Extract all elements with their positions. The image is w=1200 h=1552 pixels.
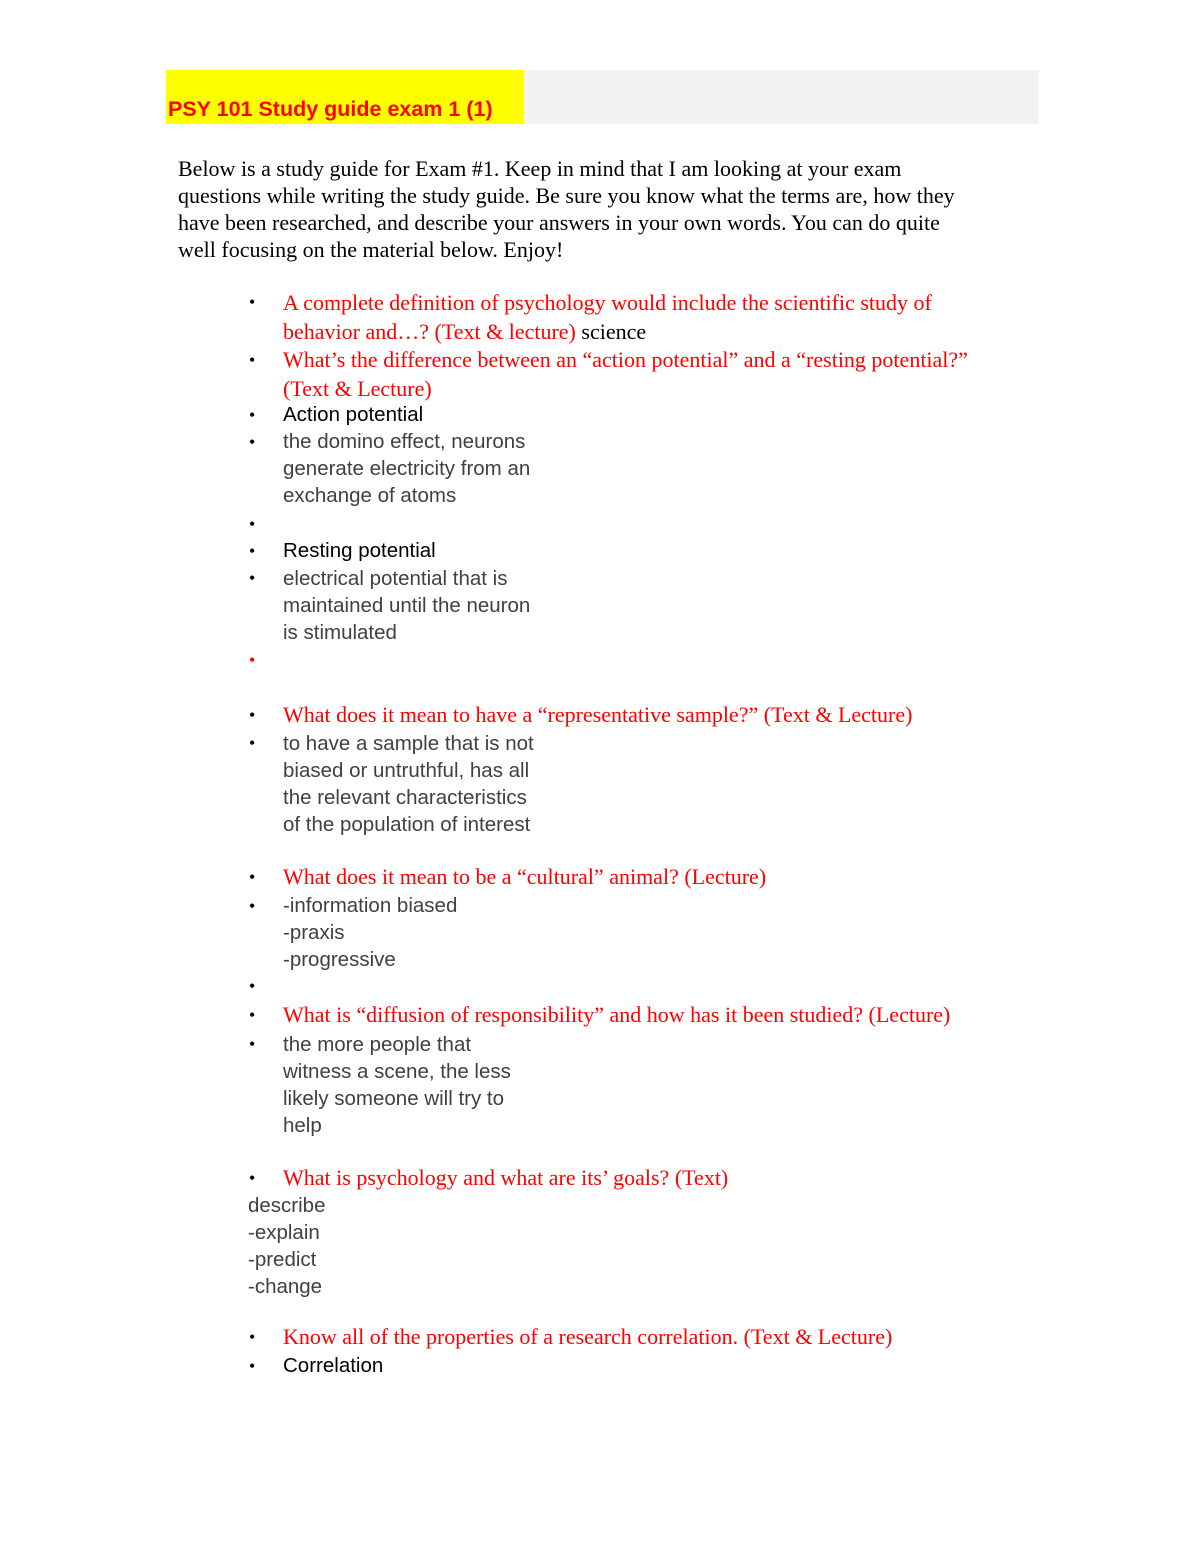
bullet: •	[249, 350, 256, 370]
bullet: •	[249, 568, 256, 588]
question-2-line-1: What’s the difference between an “action potential” and a “resting potential?”	[283, 347, 968, 372]
question-1-answer: science	[575, 319, 647, 344]
action-potential-note: the domino effect, neurons generate electricity from an exchange of atoms	[283, 430, 531, 507]
bullet: •	[249, 292, 256, 312]
question-4: What does it mean to be a “cultural” animal? (Lecture)	[283, 864, 767, 889]
question-1-line-1: A complete definition of psychology would include the scientific study of	[283, 290, 932, 315]
action-potential-term: Action potential	[283, 403, 424, 426]
question-2-line-2: (Text & Lecture)	[283, 376, 432, 401]
question-3-note: to have a sample that is not biased or untruthful, has all the relevant characteristics of the population of interest	[283, 732, 534, 836]
question-5-note: the more people that witness a scene, the less likely someone will try to help	[283, 1033, 511, 1137]
bullet: •	[249, 432, 256, 452]
bullet: •	[249, 1005, 256, 1025]
bullet: •	[249, 733, 256, 753]
question-1-line-2	[283, 318, 646, 346]
bullet: •	[249, 405, 256, 425]
question-6-note: describe -explain -predict -change	[248, 1194, 326, 1298]
bullet: •	[249, 867, 256, 887]
resting-potential-term: Resting potential	[283, 539, 436, 562]
bullet: •	[249, 650, 256, 670]
bullet: •	[249, 514, 256, 534]
intro-paragraph: Below is a study guide for Exam #1. Keep in mind that I am looking at your exam questions while writing the study guide. Be sure you know what the terms are, how they have been researched, and describe your answers in your own words. You can do quite well focusing on the material below. Enjoy!	[178, 156, 955, 262]
bullet: •	[249, 1327, 256, 1347]
question-1-text: behavior and…? (Text & lecture)	[283, 319, 576, 344]
resting-potential-note: electrical potential that is maintained until the neuron is stimulated	[283, 567, 531, 644]
question-4-note: -information biased -praxis -progressive	[283, 894, 458, 971]
bullet: •	[249, 1356, 256, 1376]
question-6: What is psychology and what are its’ goals? (Text)	[283, 1165, 729, 1190]
bullet: •	[249, 541, 256, 561]
bullet: •	[249, 705, 256, 725]
question-3: What does it mean to have a “representative sample?” (Text & Lecture)	[283, 702, 913, 727]
bullet: •	[249, 1168, 256, 1188]
bullet: •	[249, 896, 256, 916]
question-7: Know all of the properties of a research correlation. (Text & Lecture)	[283, 1324, 893, 1349]
document-title: PSY 101 Study guide exam 1 (1)	[168, 97, 493, 121]
bullet: •	[249, 1034, 256, 1054]
bullet: •	[249, 976, 256, 996]
correlation-term: Correlation	[283, 1354, 384, 1377]
question-5: What is “diffusion of responsibility” and how has it been studied? (Lecture)	[283, 1002, 951, 1027]
